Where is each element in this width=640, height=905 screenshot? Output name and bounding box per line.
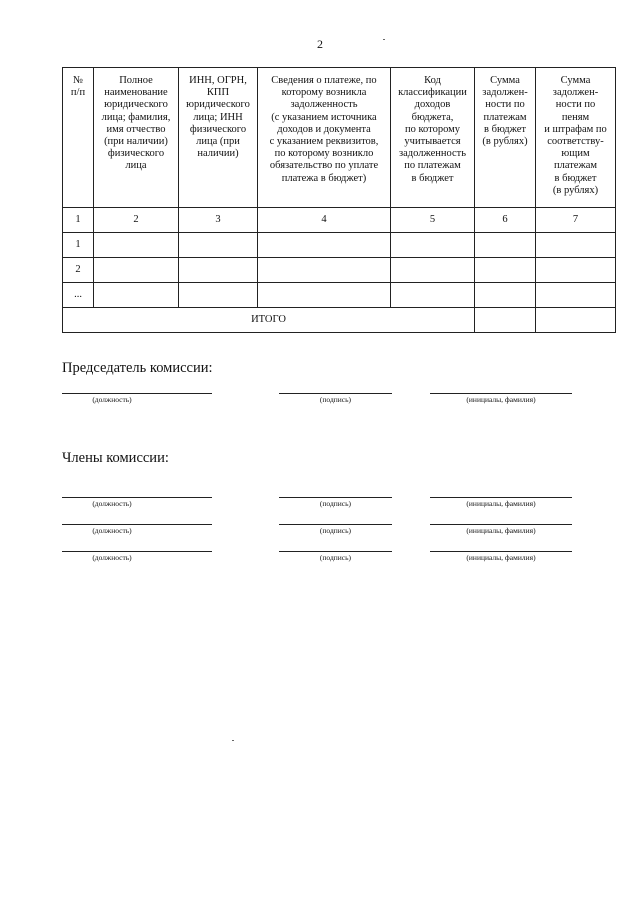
chairman-name-caption: (инициалы, фамилия) bbox=[466, 395, 536, 404]
row-label: 2 bbox=[63, 258, 94, 283]
table-cell bbox=[475, 283, 536, 308]
member-signature-caption: (подпись) bbox=[319, 526, 352, 535]
member-position-caption: (должность) bbox=[92, 553, 132, 562]
column-number: 6 bbox=[475, 208, 536, 233]
header-cell-payment-info: Сведения о платеже, по которому возникла задолженность (с указанием источника доходов и документа с указанием реквизитов, по которому возникло обязательство по уплате платежа в бюджет) bbox=[258, 68, 391, 208]
table-row bbox=[63, 283, 616, 308]
table-cell bbox=[391, 258, 475, 283]
row-label: 1 bbox=[63, 233, 94, 258]
table-cell bbox=[475, 233, 536, 258]
member-signature-line bbox=[279, 551, 392, 552]
scan-speck bbox=[232, 740, 234, 741]
total-penalty-cell bbox=[536, 308, 616, 333]
member-name-line bbox=[430, 524, 572, 525]
header-cell-budget-code: Код классификации доходов бюджета, по которому учитывается задолженность по платежам в бюджет bbox=[391, 68, 475, 208]
table-cell bbox=[94, 283, 179, 308]
table-cell bbox=[94, 233, 179, 258]
total-label: ИТОГО bbox=[63, 308, 475, 333]
member-position-caption: (должность) bbox=[92, 526, 132, 535]
member-name-caption: (инициалы, фамилия) bbox=[466, 499, 536, 508]
member-position-caption: (должность) bbox=[92, 499, 132, 508]
column-number: 1 bbox=[63, 208, 94, 233]
row-label: ... bbox=[63, 283, 94, 308]
column-number-row bbox=[63, 208, 616, 233]
table-cell bbox=[94, 258, 179, 283]
member-position-line bbox=[62, 524, 212, 525]
header-cell-name: Полное наименование юридического лица; фамилия, имя отчество (при наличии) физического лица bbox=[94, 68, 179, 208]
member-signature-line bbox=[279, 524, 392, 525]
table-cell bbox=[391, 283, 475, 308]
header-cell-number: № п/п bbox=[63, 68, 94, 208]
chairman-name-line bbox=[430, 393, 572, 394]
header-cell-penalty-sum: Сумма задолжен- ности по пеням и штрафам по соответству- ющим платежам в бюджет (в рублях) bbox=[536, 68, 616, 208]
chairman-signature-line bbox=[279, 393, 392, 394]
table-cell bbox=[179, 233, 258, 258]
chairman-title: Председатель комиссии: bbox=[62, 360, 213, 376]
table-cell bbox=[258, 283, 391, 308]
debt-table bbox=[62, 67, 616, 333]
table-row bbox=[63, 258, 616, 283]
table-cell bbox=[391, 233, 475, 258]
header-cell-debt-sum: Сумма задолжен- ности по платежам в бюджет (в рублях) bbox=[475, 68, 536, 208]
header-cell-inn: ИНН, ОГРН, КПП юридического лица; ИНН физического лица (при наличии) bbox=[179, 68, 258, 208]
table-cell bbox=[536, 233, 616, 258]
member-signature-line bbox=[279, 497, 392, 498]
table-cell bbox=[258, 258, 391, 283]
chairman-position-caption: (должность) bbox=[92, 395, 132, 404]
member-name-line bbox=[430, 551, 572, 552]
members-title: Члены комиссии: bbox=[62, 450, 169, 466]
total-row bbox=[63, 308, 616, 333]
member-signature-caption: (подпись) bbox=[319, 499, 352, 508]
column-number: 2 bbox=[94, 208, 179, 233]
column-number: 5 bbox=[391, 208, 475, 233]
table-cell bbox=[179, 258, 258, 283]
table-cell bbox=[475, 258, 536, 283]
member-name-caption: (инициалы, фамилия) bbox=[466, 526, 536, 535]
table-row bbox=[63, 233, 616, 258]
table-header-row bbox=[63, 68, 616, 208]
member-position-line bbox=[62, 551, 212, 552]
total-debt-cell bbox=[475, 308, 536, 333]
table-cell bbox=[258, 233, 391, 258]
page-number: 2 bbox=[317, 37, 323, 51]
member-name-line bbox=[430, 497, 572, 498]
column-number: 7 bbox=[536, 208, 616, 233]
table-cell bbox=[179, 283, 258, 308]
column-number: 4 bbox=[258, 208, 391, 233]
member-signature-caption: (подпись) bbox=[319, 553, 352, 562]
chairman-position-line bbox=[62, 393, 212, 394]
column-number: 3 bbox=[179, 208, 258, 233]
member-position-line bbox=[62, 497, 212, 498]
member-name-caption: (инициалы, фамилия) bbox=[466, 553, 536, 562]
table-cell bbox=[536, 258, 616, 283]
table-cell bbox=[536, 283, 616, 308]
scan-speck bbox=[383, 39, 385, 40]
chairman-signature-caption: (подпись) bbox=[319, 395, 352, 404]
